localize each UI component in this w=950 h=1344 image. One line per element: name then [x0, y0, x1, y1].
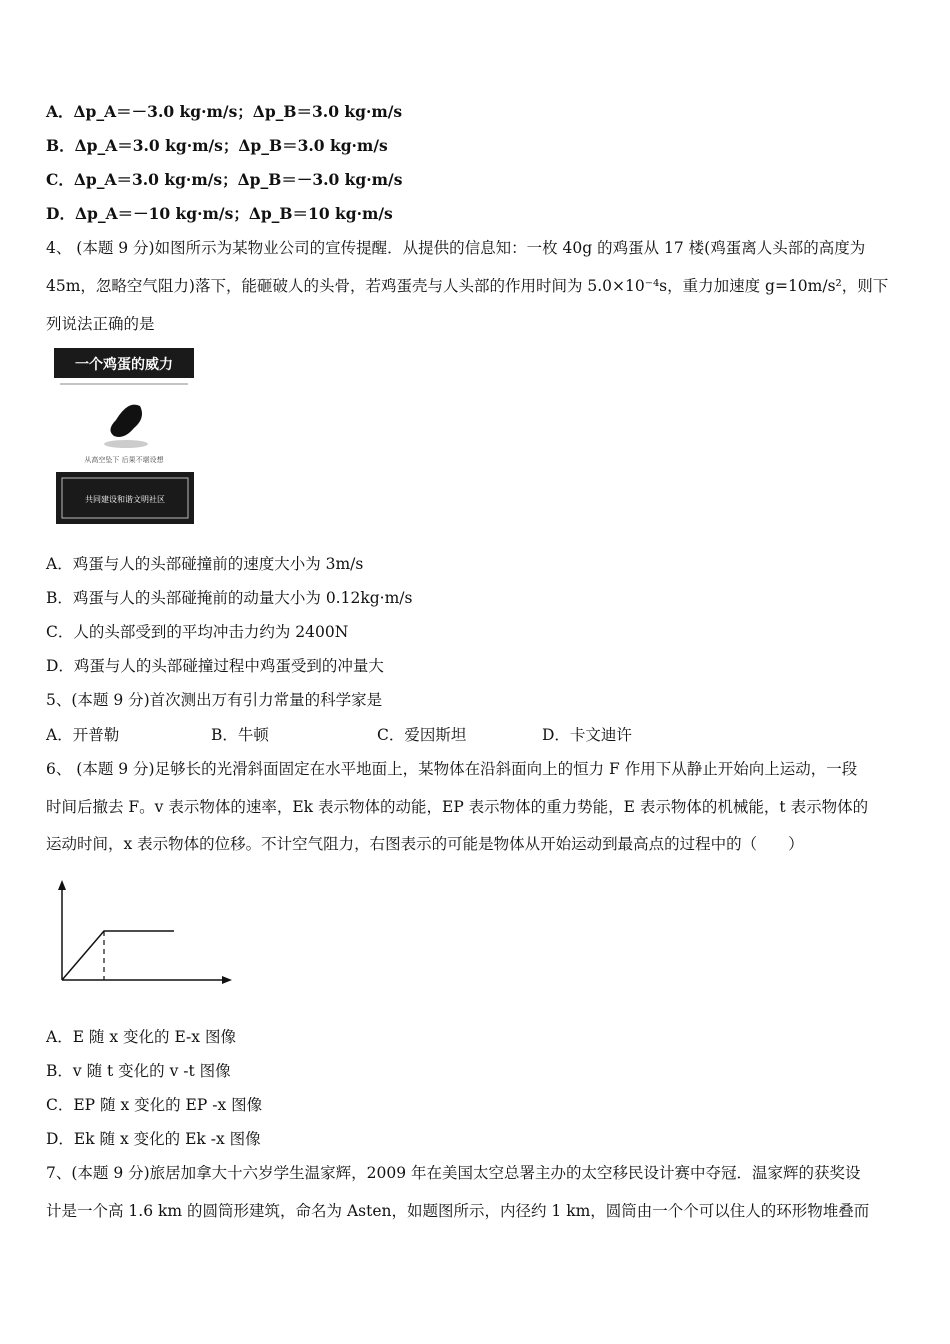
q3-option-c: C．Δp_A＝3.0 kg·m/s；Δp_B＝－3.0 kg·m/s: [46, 170, 403, 189]
q7-stem-line1: 7、(本题 9 分)旅居加拿大十六岁学生温家辉，2009 年在美国太空总署主办的太空移民设计赛中夺冠．温家辉的获奖设: [46, 1164, 861, 1182]
q6-option-a: A．E 随 x 变化的 E-x 图像: [46, 1028, 236, 1046]
poster-title: 一个鸡蛋的威力: [75, 357, 173, 373]
q4-option-b: B．鸡蛋与人的头部碰掩前的动量大小为 0.12kg·m/s: [46, 589, 413, 607]
poster-caption: 从高空坠下 后果不堪设想: [84, 456, 164, 464]
y-axis-arrow-icon: [58, 880, 66, 890]
q6-stem-line2: 时间后撤去 F。v 表示物体的速率，Ek 表示物体的动能，EP 表示物体的重力势能，E 表示物体的机械能，t 表示物体的: [46, 798, 869, 816]
q7-stem-line2: 计是一个高 1.6 km 的圆筒形建筑，命名为 Asten，如题图所示，内径约 1 km，圆筒由一个个可以住人的环形物堆叠而: [46, 1202, 870, 1220]
q6-option-d: D．Ek 随 x 变化的 Ek -x 图像: [46, 1130, 261, 1148]
q6-option-b: B．v 随 t 变化的 v -t 图像: [46, 1062, 231, 1080]
q5-option-c: C．爱因斯坦: [377, 726, 467, 744]
q3-option-d: D．Δp_A＝－10 kg·m/s；Δp_B＝10 kg·m/s: [46, 204, 393, 223]
q5-option-d: D．卡文迪许: [542, 726, 632, 744]
q5-option-b: B．牛顿: [211, 726, 269, 744]
q3-option-b: B．Δp_A＝3.0 kg·m/s；Δp_B＝3.0 kg·m/s: [46, 136, 388, 155]
q4-option-c: C．人的头部受到的平均冲击力约为 2400N: [46, 623, 349, 641]
q6-graph: [50, 876, 235, 988]
q4-option-a: A．鸡蛋与人的头部碰撞前的速度大小为 3m/s: [46, 555, 364, 573]
q5-option-a: A．开普勒: [46, 726, 120, 744]
egg-warning-poster: [46, 344, 196, 530]
q4-stem-line1: 4、 (本题 9 分)如图所示为某物业公司的宣传提醒．从提供的信息知：一枚 40g 的鸡蛋从 17 楼(鸡蛋离人头部的高度为: [46, 239, 866, 257]
poster-footer: 共同建设和谐文明社区: [85, 495, 165, 504]
q6-option-c: C．EP 随 x 变化的 EP -x 图像: [46, 1096, 263, 1114]
x-axis-arrow-icon: [222, 976, 232, 984]
q6-stem-line1: 6、 (本题 9 分)足够长的光滑斜面固定在水平地面上，某物体在沿斜面向上的恒力 F 作用下从静止开始向上运动，一段: [46, 760, 858, 778]
q6-stem-line3: 运动时间，x 表示物体的位移。不计空气阻力，右图表示的可能是物体从开始运动到最高点的过程中的（ ）: [46, 835, 804, 853]
q4-stem-line2: 45m，忽略空气阻力)落下，能砸破人的头骨，若鸡蛋壳与人头部的作用时间为 5.0×10⁻⁴s，重力加速度 g=10m/s²，则下: [46, 277, 889, 295]
graph-curve: [62, 931, 174, 980]
q4-stem-line3: 列说法正确的是: [46, 315, 155, 333]
q5-stem: 5、(本题 9 分)首次测出万有引力常量的科学家是: [46, 691, 383, 709]
q4-option-d: D．鸡蛋与人的头部碰撞过程中鸡蛋受到的冲量大: [46, 657, 384, 675]
q3-option-a: A．Δp_A＝－3.0 kg·m/s；Δp_B＝3.0 kg·m/s: [46, 102, 403, 121]
